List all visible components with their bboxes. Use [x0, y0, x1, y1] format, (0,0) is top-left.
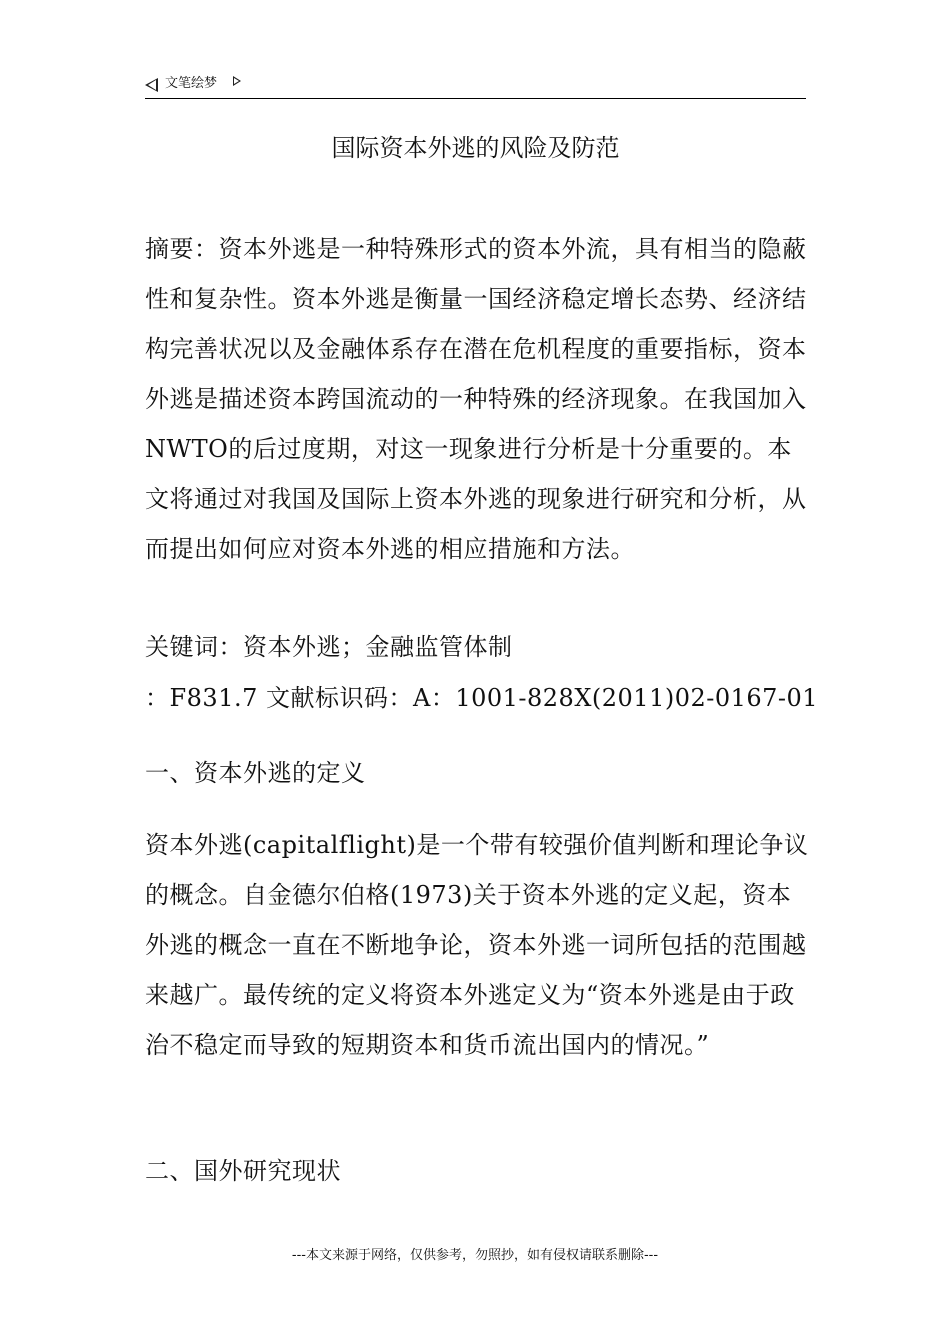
section-2-heading: 二、国外研究现状	[145, 1157, 341, 1185]
page-header	[145, 72, 806, 99]
header-brand: 文笔绘梦	[165, 76, 218, 91]
section-1-heading: 一、资本外逃的定义	[145, 759, 366, 787]
document-title: 国际资本外逃的风险及防范	[331, 134, 620, 162]
triangle-left-icon	[145, 78, 158, 92]
triangle-right-icon	[233, 76, 241, 86]
keywords-line: 关键词：资本外逃；金融监管体制	[145, 633, 513, 661]
classification-line: ：F831.7 文献标识码：A：1001-828X(2011)02-0167-01	[145, 684, 819, 712]
abstract-paragraph: 摘要：资本外逃是一种特殊形式的资本外流，具有相当的隐蔽性和复杂性。资本外逃是衡量一国经济稳定增长态势、经济结构完善状况以及金融体系存在潜在危机程度的重要指标，资本外逃是描述资本跨国流动的一种特殊的经济现象。在我国加入NWTO的后过度期，对这一现象进行分析是十分重要的。本文将通过对我国及国际上资本外逃的现象进行研究和分析，从而提出如何应对资本外逃的相应措施和方法。	[145, 235, 807, 563]
section-1-body: 资本外逃(capitalflight)是一个带有较强价值判断和理论争议的概念。自金德尔伯格(1973)关于资本外逃的定义起，资本外逃的概念一直在不断地争论，资本外逃一词所包括的范围越来越广。最传统的定义将资本外逃定义为“资本外逃是由于政治不稳定而导致的短期资本和货币流出国内的情况。”	[145, 831, 809, 1059]
footer-notice: ---本文来源于网络，仅供参考，勿照抄，如有侵权请联系删除---	[291, 1248, 659, 1263]
